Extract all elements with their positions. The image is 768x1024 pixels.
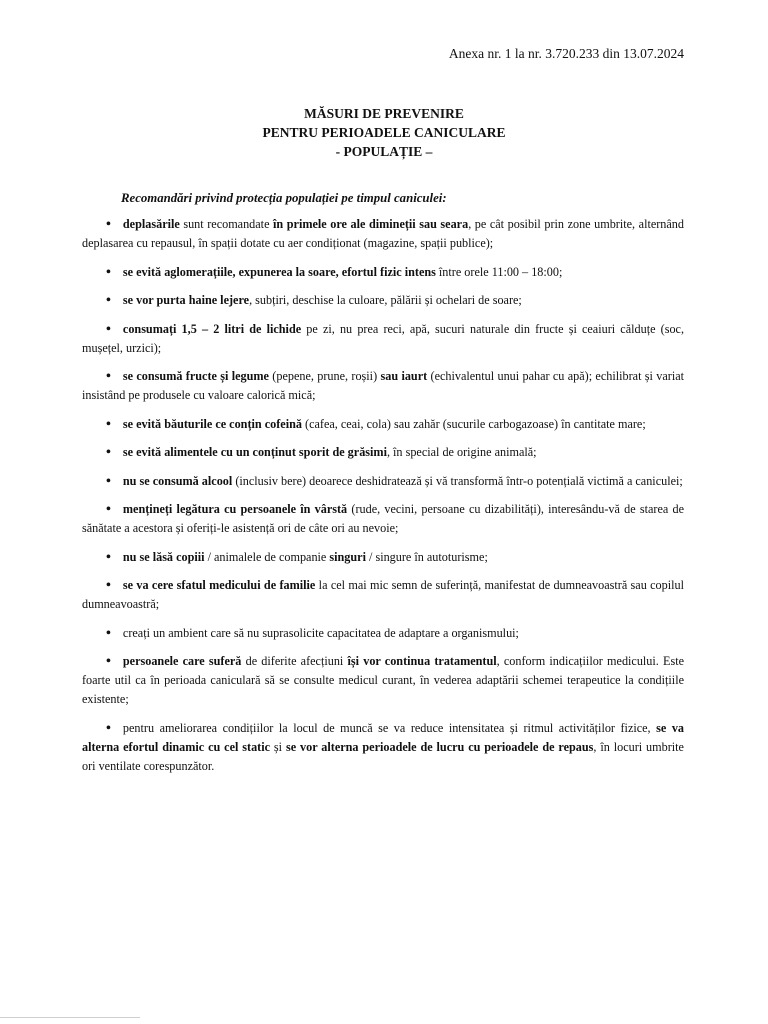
recommendation-text-bold: se evită aglomerațiile, expunerea la soare, efortul fizic intens — [122, 264, 436, 279]
recommendation-text: (rude, vecini, persoane cu dizabilități), interesându-vă de starea de sănătate a acestora și oferiți-le asistență ori de câte ori au nevoie; — [82, 502, 684, 535]
recommendation-text-bold: sau iaurt — [380, 369, 428, 383]
bullet-icon: • — [106, 473, 111, 489]
recommendation-item — [82, 215, 684, 253]
recommendation-text: creați un ambient care să nu suprasolicite capacitatea de adaptare a organismului; — [122, 625, 519, 640]
recommendation-text-bold: se evită alimentele cu un conținut sporit de grăsimi — [122, 445, 387, 459]
bullet-icon: • — [106, 369, 111, 384]
recommendation-item — [82, 415, 684, 434]
recommendation-text-bold: în primele ore ale dimineții sau seara — [273, 217, 469, 231]
recommendation-text: pentru ameliorarea condițiilor la locul de muncă se va reduce intensitatea și ritmul activităților fizice, — [122, 720, 657, 735]
recommendation-text-bold: își vor continua tratamentul — [347, 654, 497, 668]
recommendation-text-bold: nu se consumă alcool — [122, 473, 233, 488]
recommendation-text-bold: se va alterna efortul dinamic cu cel static — [82, 720, 685, 754]
recommendation-item — [82, 320, 684, 358]
recommendation-text: , pe cât posibil prin zone umbrite, alternând deplasarea cu repausul, în spații dotate cu aer condiționat (magazine, spații publice); — [82, 217, 684, 250]
recommendation-item — [82, 472, 684, 491]
recommendation-item — [82, 443, 684, 462]
title-line-2: PENTRU PERIOADELE CANICULARE — [262, 125, 506, 140]
bullet-icon: • — [106, 293, 111, 308]
recommendation-text-bold: singuri — [329, 549, 366, 564]
recommendation-text: / singure în autoturisme; — [365, 549, 488, 564]
recommendation-item — [82, 624, 684, 643]
bullet-icon: • — [106, 321, 111, 337]
bullet-icon: • — [106, 264, 111, 280]
recommendation-text: / animalele de companie — [204, 549, 330, 564]
bullet-icon: • — [106, 578, 111, 593]
recommendation-item — [82, 652, 684, 709]
recommendation-text: , în special de origine animală; — [386, 445, 537, 459]
document-title — [0, 104, 768, 161]
recommendation-text-bold: se consumă fructe și legume — [122, 369, 269, 383]
recommendation-text: , conform indicațiilor medicului. Este foarte util ca în perioada caniculară să se consulte medicul curant, în vederea adaptării schemei terapeutice la condițiile existente; — [82, 654, 685, 706]
recommendation-item — [82, 367, 684, 405]
title-line-3: - POPULAȚIE – — [335, 144, 433, 159]
recommendation-item — [82, 719, 684, 776]
bullet-icon: • — [106, 625, 111, 641]
recommendation-text: , subțiri, deschise la culoare, pălării și ochelari de soare; — [249, 293, 522, 307]
bullet-icon: • — [106, 217, 111, 232]
recommendation-text: (inclusiv bere) deoarece deshidratează și vă transformă într-o potențială victimă a caniculei; — [232, 473, 683, 488]
recommendation-item — [82, 263, 684, 282]
recommendation-item — [82, 548, 684, 567]
recommendation-text: sunt recomandate — [179, 217, 274, 231]
bullet-icon: • — [106, 549, 111, 565]
recommendation-item — [82, 576, 684, 614]
recommendation-item — [82, 500, 684, 538]
recommendation-text: pe zi, nu prea reci, apă, sucuri naturale din fructe și ceaiuri călduțe (soc, mușețel, urzici); — [82, 321, 684, 355]
recommendation-text: între orele 11:00 – 18:00; — [435, 264, 563, 279]
bullet-icon: • — [106, 416, 111, 432]
bullet-icon: • — [106, 445, 111, 460]
recommendation-text-bold: se va cere sfatul medicului de familie — [122, 578, 316, 592]
annex-reference: Anexa nr. 1 la nr. 3.720.233 din 13.07.2024 — [448, 46, 684, 61]
recommendation-text-bold: deplasările — [122, 217, 180, 231]
recommendations-list — [82, 215, 684, 785]
recommendation-text: , în locuri umbrite ori ventilate corespunzător. — [82, 739, 684, 773]
bullet-icon: • — [106, 654, 111, 669]
recommendation-text-bold: se vor alterna perioadele de lucru cu perioadele de repaus — [285, 739, 594, 754]
recommendation-text: de diferite afecțiuni — [241, 654, 348, 668]
scan-artifact-line — [0, 1017, 140, 1018]
recommendation-text: la cel mai mic semn de suferință, manifestat de dumneavoastră sau copilul dumneavoastră; — [82, 578, 684, 611]
recommendations-heading: Recomandări privind protecția populației pe timpul caniculei: — [121, 191, 447, 205]
recommendation-text: și — [270, 739, 286, 754]
recommendation-text-bold: consumați 1,5 – 2 litri de lichide — [122, 321, 302, 336]
bullet-icon: • — [106, 720, 111, 736]
recommendation-text-bold: se evită băuturile ce conțin cofeină — [122, 416, 302, 431]
recommendation-text-bold: persoanele care suferă — [122, 654, 242, 668]
recommendation-text-bold: se vor purta haine lejere — [122, 293, 250, 307]
recommendation-text: (echivalentul unui pahar cu apă); echilibrat și variat insistând pe produsele cu valoare calorică mică; — [82, 369, 685, 402]
recommendation-text-bold: nu se lăsă copiii — [122, 549, 205, 564]
recommendation-text-bold: mențineți legătura cu persoanele în vârstă — [122, 502, 348, 516]
recommendation-item — [82, 291, 684, 310]
title-line-1: MĂSURI DE PREVENIRE — [304, 106, 464, 121]
bullet-icon: • — [106, 502, 111, 517]
recommendation-text: (pepene, prune, roșii) — [268, 369, 381, 383]
recommendation-text: (cafea, ceai, cola) sau zahăr (sucurile carbogazoase) în cantitate mare; — [301, 416, 646, 431]
